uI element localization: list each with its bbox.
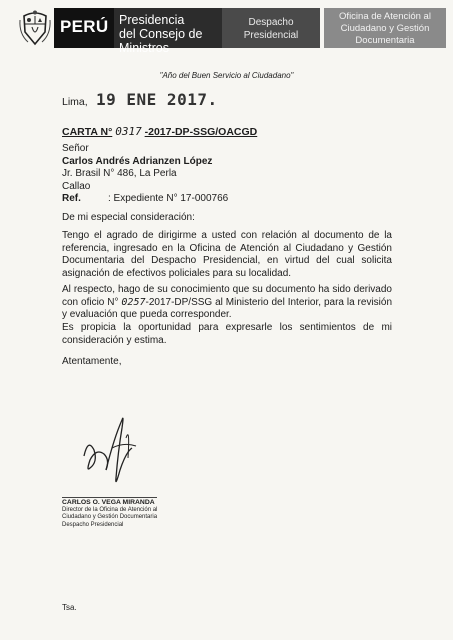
- addressee-block: [62, 143, 212, 193]
- paragraph-2-handwritten-number: 0257: [121, 296, 146, 308]
- paragraph-3: Es propicia la oportunidad para expresarle los sentimientos de mi consideración y estima.: [62, 322, 392, 346]
- signatory-block: [62, 497, 157, 529]
- letter-number: [62, 125, 257, 138]
- typist-initials: Tsa.: [62, 603, 77, 612]
- handwritten-signature: [76, 408, 166, 498]
- paragraph-2-part-2: -2017-DP/SSG al Ministerio del Interior, para la revisión y evaluación que pueda corresponder.: [62, 296, 393, 320]
- institution-line-2: del Consejo de Ministros: [119, 27, 203, 55]
- paragraph-2: [62, 284, 392, 322]
- office-atencion-block: [324, 8, 446, 48]
- reference-value: : Expediente N° 17-000766: [108, 193, 229, 204]
- institution-block: [114, 8, 226, 55]
- peru-coat-of-arms-icon: [18, 10, 52, 48]
- office2-line-3: Documentaria: [355, 35, 415, 46]
- letter-number-suffix: -2017-DP-SSG/OACGD: [144, 126, 258, 138]
- signatory-name: CARLOS O. VEGA MIRANDA: [62, 497, 157, 507]
- signatory-title-line-1: Director de la Oficina de Atención al: [62, 506, 158, 513]
- reference-label: Ref.: [62, 193, 81, 204]
- letterhead: [18, 8, 446, 55]
- date-stamp: 19 ENE 2017.: [96, 90, 218, 109]
- paragraph-1: Tengo el agrado de dirigirme a usted con relación al documento de la referencia, ingresado en la Oficina de Atención al Ciudadano y Gestión Documentaria del Despacho Presidencial, en virtud del cual solicita asignación de efectivos policiales para su localidad.: [62, 230, 392, 279]
- country-label: PERÚ: [60, 17, 109, 36]
- salutation: De mi especial consideración:: [62, 212, 195, 223]
- office2-line-1: Oficina de Atención al: [339, 11, 431, 22]
- country-label-block: [54, 8, 114, 48]
- paragraph-2-part-1: Al respecto, hago de su conocimiento que su documento ha sido derivado con oficio N°: [62, 284, 392, 308]
- signatory-title-line-3: Despacho Presidencial: [62, 521, 124, 528]
- addressee-address-line-1: Jr. Brasil N° 486, La Perla: [62, 168, 177, 179]
- year-motto: "Año del Buen Servicio al Ciudadano": [159, 71, 294, 80]
- reference-line: [62, 193, 228, 204]
- office2-line-2: Ciudadano y Gestión: [340, 23, 430, 34]
- addressee-name: Carlos Andrés Adrianzen López: [62, 155, 213, 167]
- office-despacho-block: [222, 8, 320, 48]
- addressee-address-line-2: Callao: [62, 180, 91, 192]
- letter-number-handwritten: 0317: [115, 125, 142, 138]
- closing: Atentamente,: [62, 356, 122, 367]
- addressee-title: Señor: [62, 143, 89, 154]
- letter-number-prefix: CARTA N°: [62, 126, 113, 138]
- institution-line-1: Presidencia: [119, 13, 185, 27]
- signatory-title-line-2: Ciudadano y Gestión Documentaria: [62, 514, 158, 520]
- date-city: Lima,: [62, 96, 88, 108]
- office1-line-1: Despacho: [248, 17, 294, 28]
- office1-line-2: Presidencial: [243, 30, 299, 41]
